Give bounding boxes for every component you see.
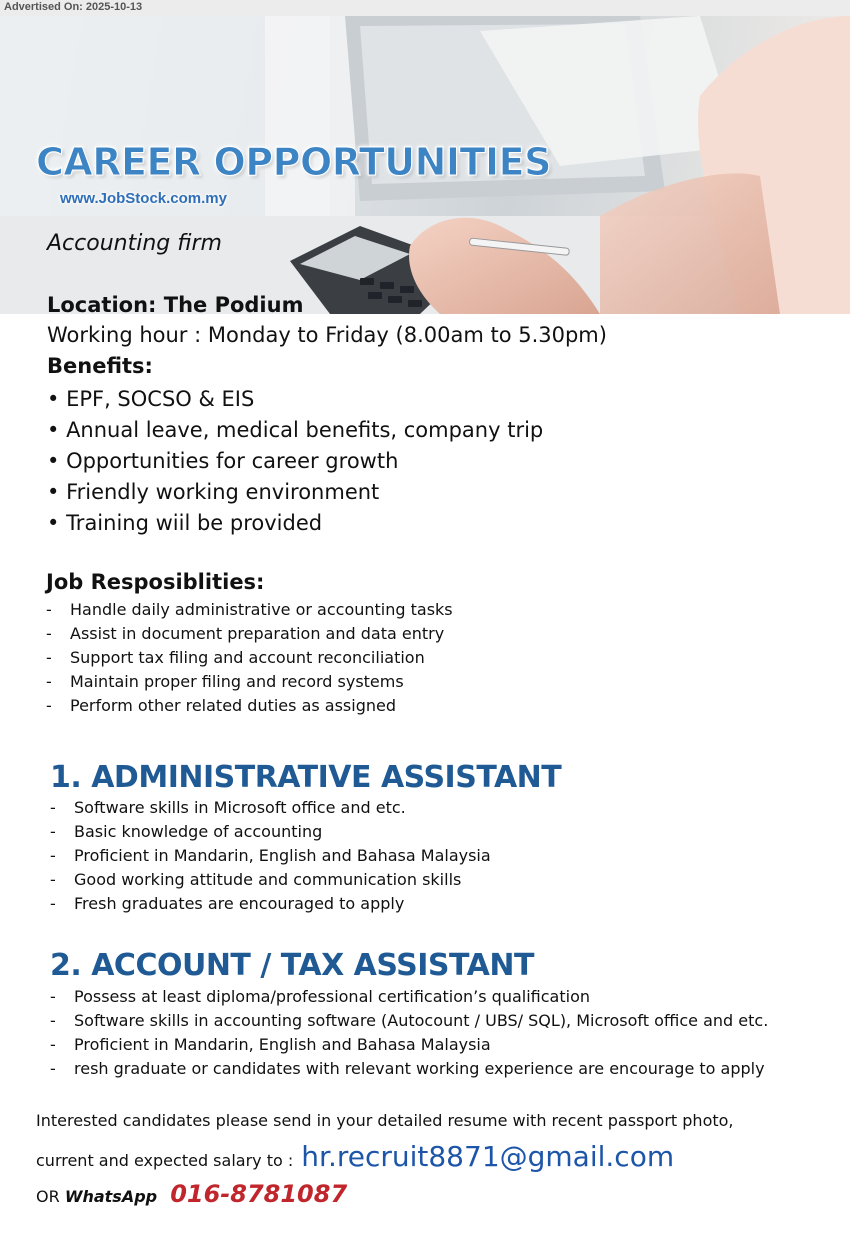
responsibility-item: - Perform other related duties as assigned	[46, 694, 453, 718]
responsibility-item: - Handle daily administrative or accounting tasks	[46, 598, 453, 622]
phone-number[interactable]: 016-8781087	[170, 1180, 348, 1208]
responsibilities-heading: Job Resposiblities:	[46, 570, 265, 594]
requirement-item: - Good working attitude and communication skills	[50, 868, 491, 892]
job-1-requirements	[50, 796, 491, 916]
benefits-heading: Benefits:	[47, 354, 153, 378]
requirement-item: - Software skills in accounting software (Autocount / UBS/ SQL), Microsoft office and etc.	[50, 1009, 768, 1033]
advertised-date-bar	[0, 0, 850, 17]
website-link[interactable]: www.JobStock.com.my	[60, 190, 227, 207]
job-title-account-tax-assistant: 2. ACCOUNT / TAX ASSISTANT	[50, 948, 534, 983]
requirement-item: - resh graduate or candidates with relevant working experience are encourage to apply	[50, 1057, 768, 1081]
job-2-requirements	[50, 985, 768, 1081]
responsibilities-list	[46, 598, 453, 718]
contact-email-line	[36, 1140, 674, 1173]
job-title-administrative-assistant: 1. ADMINISTRATIVE ASSISTANT	[50, 760, 562, 795]
arm	[600, 173, 780, 314]
advertised-date: Advertised On: 2025-10-13	[4, 1, 143, 13]
requirement-item: - Proficient in Mandarin, English and Bahasa Malaysia	[50, 1033, 768, 1057]
career-opportunities-title: CAREER OPPORTUNITIES	[36, 140, 551, 184]
window-frame	[265, 16, 355, 216]
salary-instruction: current and expected salary to :	[36, 1151, 294, 1170]
requirement-item: - Proficient in Mandarin, English and Bahasa Malaysia	[50, 844, 491, 868]
responsibility-item: - Support tax filing and account reconciliation	[46, 646, 453, 670]
benefit-item: • EPF, SOCSO & EIS	[47, 384, 543, 415]
requirement-item: - Basic knowledge of accounting	[50, 820, 491, 844]
or-label: OR	[36, 1187, 60, 1206]
company-type: Accounting firm	[47, 231, 222, 256]
benefit-item: • Friendly working environment	[47, 477, 543, 508]
whatsapp-line	[36, 1180, 347, 1208]
benefit-item: • Training wiil be provided	[47, 508, 543, 539]
requirement-item: - Possess at least diploma/professional certification’s qualification	[50, 985, 768, 1009]
requirement-item: - Fresh graduates are encouraged to apply	[50, 892, 491, 916]
contact-instructions: Interested candidates please send in your detailed resume with recent passport photo,	[36, 1111, 734, 1130]
location: Location: The Podium	[47, 293, 304, 317]
benefits-list	[47, 384, 543, 539]
requirement-item: - Software skills in Microsoft office and etc.	[50, 796, 491, 820]
benefit-item: • Annual leave, medical benefits, company trip	[47, 415, 543, 446]
benefit-item: • Opportunities for career growth	[47, 446, 543, 477]
responsibility-item: - Assist in document preparation and data entry	[46, 622, 453, 646]
email-link[interactable]: hr.recruit8871@gmail.com	[301, 1140, 675, 1173]
working-hour: Working hour : Monday to Friday (8.00am to 5.30pm)	[47, 323, 607, 347]
hero-banner	[0, 16, 850, 314]
responsibility-item: - Maintain proper filing and record systems	[46, 670, 453, 694]
whatsapp-label: WhatsApp	[64, 1187, 158, 1206]
